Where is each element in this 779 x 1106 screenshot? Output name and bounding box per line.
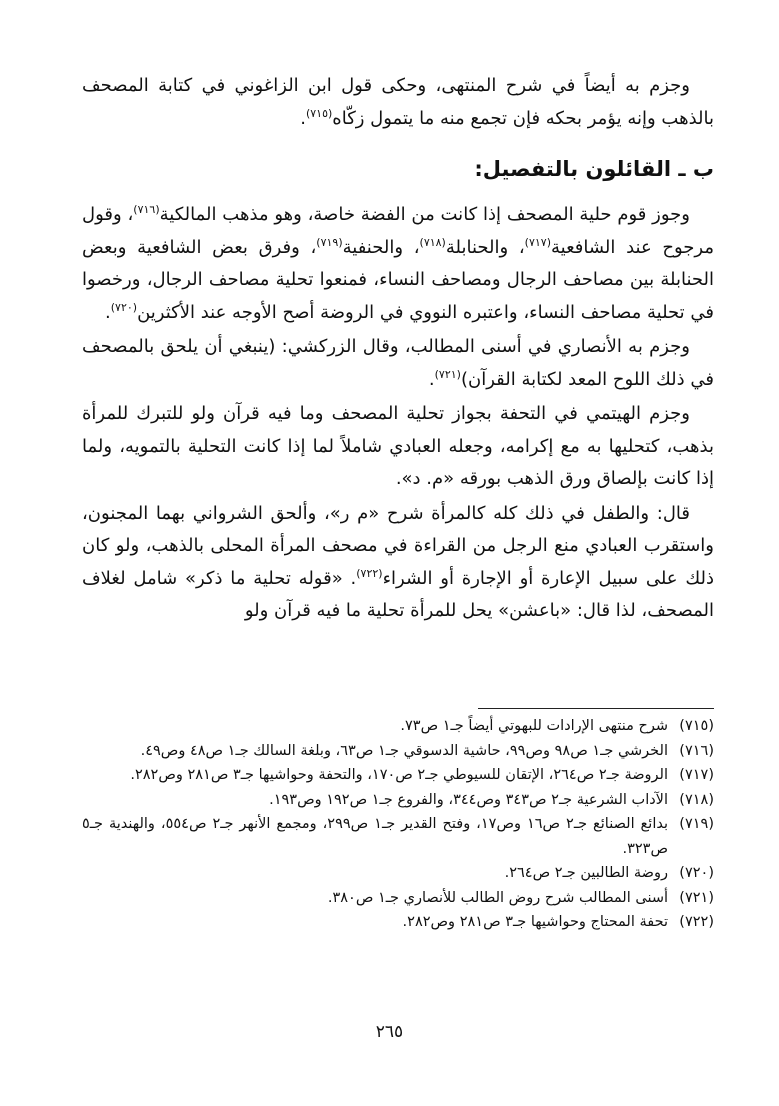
footnote-text: تحفة المحتاج وحواشيها جـ٣ ص٢٨١ وص٢٨٢. [402, 914, 668, 930]
paragraph-text: وجزم به الأنصاري في أسنى المطالب، وقال الزركشي: (ينبغي أن يلحق بالمصحف في ذلك اللوح المعد لكتابة القرآن) [82, 336, 714, 390]
paragraph-text: وجوز قوم حلية المصحف إذا كانت من الفضة خاصة، وهو مذهب المالكية [159, 204, 690, 225]
footnote-text: الروضة جـ٢ ص٢٦٤، الإتقان للسيوطي جـ٢ ص١٧٠، والتحفة وحواشيها جـ٣ ص٢٨١ وص٢٨٢. [130, 767, 668, 783]
footnote-ref[interactable]: (٧١٦) [133, 203, 160, 216]
footnote [82, 714, 714, 739]
paragraph-text: ، والحنابلة [445, 236, 525, 258]
footnote-ref[interactable]: (٧١٨) [419, 235, 446, 249]
paragraph [82, 331, 714, 396]
footnote [82, 763, 714, 788]
paragraph-text: ، وفرق بعض الشافعية وبعض الحنابلة بين مصاحف الرجال ومصاحف النساء، فمنعوا تحلية مصاحف الرجال، ورخصوا في تحلية مصاحف النساء، واعتبره النووي في الروضة أصح الأوجه عند الأكثرين [82, 236, 714, 323]
footnote-ref[interactable]: (٧٢٠) [110, 300, 138, 314]
footnote-text: أسنى المطالب شرح روض الطالب للأنصاري جـ١ ص٣٨٠. [327, 889, 668, 906]
paragraph-text: . «قوله تحلية ما ذكر» شامل لغلاف المصحف، لذا قال: «باعشن» يحل للمرأة تحلية ما فيه قرآن ولو [82, 567, 714, 621]
footnote-number: (٧٢٢) [679, 914, 714, 930]
footnote-ref[interactable]: (٧١٧) [524, 235, 551, 249]
paragraph-text: وجزم به أيضاً في شرح المنتهى، وحكى قول ابن الزاغوني في كتابة المصحف بالذهب وإنه يؤمر بحكه فإن تجمع منه ما يتمول زكّاه [82, 75, 714, 129]
footnote-ref[interactable]: (٧١٩) [316, 235, 343, 249]
paragraph [82, 199, 714, 329]
footnote-text: روضة الطالبين جـ٢ ص٢٦٤. [504, 865, 668, 881]
footnote [82, 788, 714, 813]
paragraph-end: . [428, 368, 435, 390]
footnote-number: (٧٢٠) [679, 865, 714, 881]
footnote [82, 739, 714, 764]
paragraph-text: ، والحنفية [342, 236, 420, 258]
footnote-number: (٧٢١) [679, 889, 714, 906]
paragraph: وجزم الهيتمي في التحفة بجواز تحلية المصحف وما فيه قرآن ولو للتبرك للمرأة بذهب، كتحليها به مع إكرامه، وجعله العبادي شاملاً لما إذا كانت التحلية بالتمويه، ولما إذا كانت بإلصاق ورق الذهب بورقه «م. د». [82, 403, 714, 489]
footnote-text: شرح منتهى الإرادات للبهوتي أيضاً جـ١ ص٧٣. [400, 718, 668, 734]
paragraph-end: . [105, 301, 111, 323]
footnote-divider [478, 708, 714, 709]
section-heading: ب ـ القائلون بالتفصيل: [474, 157, 714, 181]
page-number: ٢٦٥ [375, 1022, 404, 1042]
main-text [82, 70, 714, 630]
footnote-number: (٧١٨) [679, 791, 714, 808]
footnote [82, 861, 714, 886]
footnote-ref[interactable]: (٧١٥) [305, 106, 333, 120]
paragraph [82, 498, 714, 628]
footnotes [82, 714, 714, 935]
footnote [82, 886, 714, 911]
footnote-number: (٧١٦) [679, 742, 714, 759]
footnote-number: (٧١٥) [679, 718, 714, 734]
footnote [82, 812, 714, 861]
footnote-text: الخرشي جـ١ ص٩٨ وص٩٩، حاشية الدسوقي جـ١ ص٦٣، وبلغة السالك جـ١ ص٤٨ وص٤٩. [140, 742, 668, 759]
footnote [82, 910, 714, 935]
paragraph-text: ، وقول مرجوح عند الشافعية [82, 204, 714, 258]
footnote-ref[interactable]: (٧٢١) [434, 367, 461, 381]
footnote-ref[interactable]: (٧٢٢) [356, 566, 383, 580]
footnote-number: (٧١٧) [679, 767, 714, 783]
paragraph-text: قال: والطفل في ذلك كله كالمرأة شرح «م ر»، وألحق الشرواني بهما المجنون، واستقرب العبادي منع الرجل من القراءة في مصحف المرأة المحلى بالذهب، ولو كان ذلك على سبيل الإعارة أو الإجارة أو الشراء [82, 502, 714, 589]
paragraph-end: . [300, 107, 306, 129]
paragraph [82, 70, 714, 135]
footnote-text: بدائع الصنائع جـ٢ ص١٦ وص١٧، وفتح القدير جـ١ ص٢٩٩، ومجمع الأنهر جـ٢ ص٥٥٤، والهندية جـ٥ ص٣٢٣. [82, 816, 668, 857]
footnote-number: (٧١٩) [679, 816, 714, 832]
footnote-text: الآداب الشرعية جـ٢ ص٣٤٣ وص٣٤٤، والفروع جـ١ ص١٩٢ وص١٩٣. [269, 791, 668, 808]
